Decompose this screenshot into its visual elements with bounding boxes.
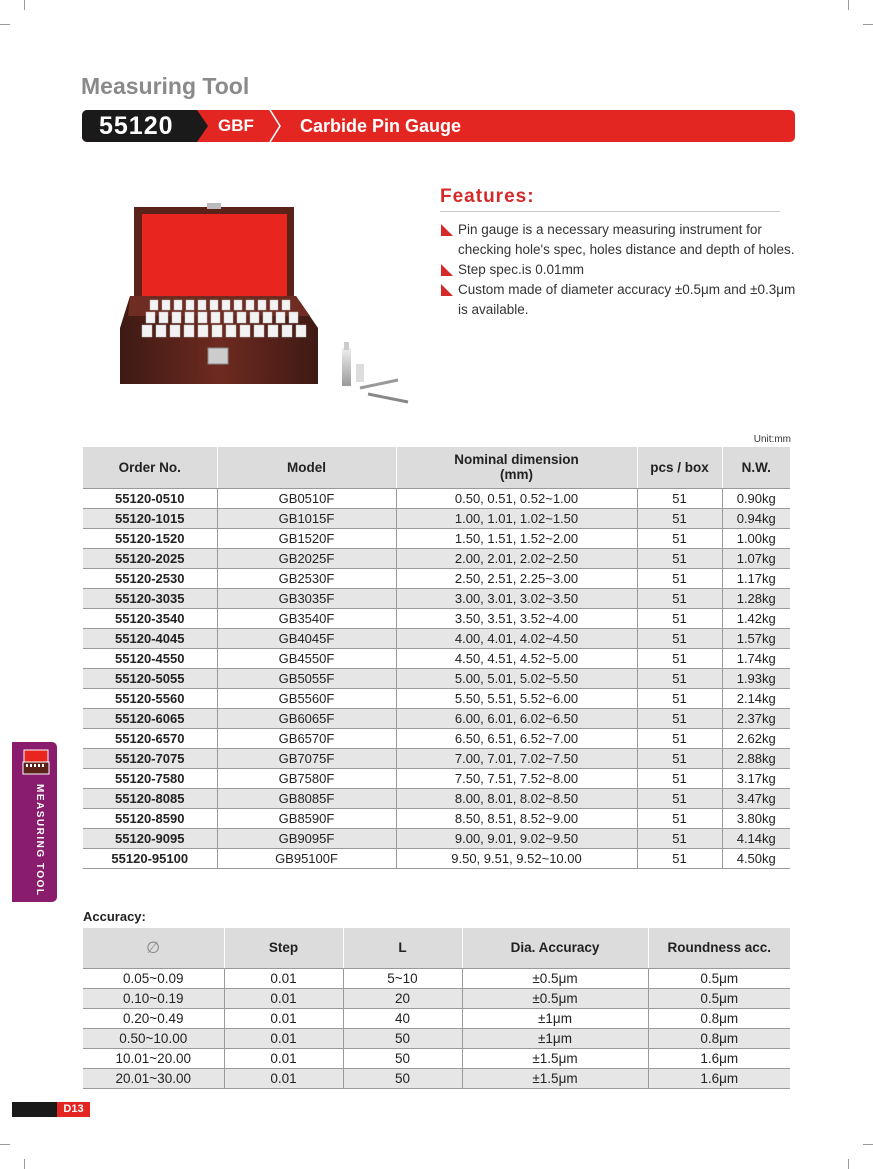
table-cell: 1.00kg [722,528,790,548]
table-cell: 0.94kg [722,508,790,528]
table-cell: 0.8μm [648,1028,790,1048]
table-header-row [83,447,790,488]
crop-mark [863,24,873,25]
table-cell: 3.80kg [722,808,790,828]
table-cell: GB2530F [217,568,396,588]
table-cell: 1.6μm [648,1048,790,1068]
table-row [83,828,790,848]
triangle-bullet-icon [441,264,453,276]
table-cell: ±0.5μm [462,988,648,1008]
table-cell: 2.37kg [722,708,790,728]
table-cell: 55120-0510 [83,488,217,508]
table-cell: 51 [637,788,722,808]
table-cell: 51 [637,728,722,748]
table-row [83,728,790,748]
chevron-right-icon [266,110,286,142]
table-cell: 2.00, 2.01, 2.02~2.50 [396,548,637,568]
accuracy-label: Accuracy: [83,909,146,924]
table-row [83,488,790,508]
accuracy-table [83,928,790,1089]
table-cell: GB4045F [217,628,396,648]
table-cell: 5.00, 5.01, 5.02~5.50 [396,668,637,688]
table-cell: 0.01 [224,1008,343,1028]
table-cell: 55120-9095 [83,828,217,848]
table-cell: 0.90kg [722,488,790,508]
crop-mark [0,1144,10,1145]
table-cell: GB3035F [217,588,396,608]
table-cell: 51 [637,688,722,708]
table-cell: 55120-7580 [83,768,217,788]
table-cell: 1.42kg [722,608,790,628]
section-title: Measuring Tool [81,73,250,99]
table-cell: 3.17kg [722,768,790,788]
table-cell: 50 [343,1048,462,1068]
table-cell: GB8085F [217,788,396,808]
table-cell: 50 [343,1028,462,1048]
table-cell: 4.14kg [722,828,790,848]
product-image [110,198,415,408]
table-cell: 2.88kg [722,748,790,768]
table-cell: 55120-5055 [83,668,217,688]
table-cell: 51 [637,508,722,528]
features-list [440,220,800,320]
crop-mark [848,1159,849,1169]
table-cell: 2.62kg [722,728,790,748]
table-cell: 8.50, 8.51, 8.52~9.00 [396,808,637,828]
triangle-bullet-icon [441,284,453,296]
column-header: Nominal dimension (mm) [396,447,637,488]
table-cell: 4.50kg [722,848,790,868]
column-header: Order No. [83,447,217,488]
table-cell: GB1015F [217,508,396,528]
table-cell: GB7075F [217,748,396,768]
table-cell: 0.5μm [648,988,790,1008]
table-cell: 51 [637,808,722,828]
table-cell: 55120-2530 [83,568,217,588]
table-cell: 5~10 [343,968,462,988]
table-cell: 51 [637,848,722,868]
table-cell: 0.05~0.09 [83,968,224,988]
table-cell: 51 [637,528,722,548]
table-cell: 0.5μm [648,968,790,988]
table-cell: GB8590F [217,808,396,828]
table-cell: 1.50, 1.51, 1.52~2.00 [396,528,637,548]
table-cell: 1.74kg [722,648,790,668]
table-cell: 1.17kg [722,568,790,588]
table-cell: 0.10~0.19 [83,988,224,1008]
column-header: pcs / box [637,447,722,488]
column-header: Roundness acc. [648,928,790,968]
table-row [83,1048,790,1068]
table-cell: 1.07kg [722,548,790,568]
table-cell: 20 [343,988,462,1008]
features-divider [440,211,780,212]
table-cell: 55120-4550 [83,648,217,668]
table-cell: 3.47kg [722,788,790,808]
table-cell: 0.50~10.00 [83,1028,224,1048]
crop-mark [863,1144,873,1145]
column-header: Model [217,447,396,488]
table-cell: 1.93kg [722,668,790,688]
table-row [83,788,790,808]
table-cell: 55120-3035 [83,588,217,608]
table-cell: GB9095F [217,828,396,848]
table-cell: GB6570F [217,728,396,748]
table-cell: 0.8μm [648,1008,790,1028]
table-row [83,568,790,588]
table-cell: 55120-1015 [83,508,217,528]
toolbox-icon [22,748,50,776]
page-number: D13 [57,1102,90,1117]
table-cell: GB5560F [217,688,396,708]
crop-mark [24,1159,25,1169]
crop-mark [0,24,10,25]
table-row [83,1008,790,1028]
table-cell: 55120-8085 [83,788,217,808]
table-cell: 55120-8590 [83,808,217,828]
table-cell: ±1.5μm [462,1068,648,1088]
table-cell: 55120-4045 [83,628,217,648]
feature-item: Custom made of diameter accuracy ±0.5μm and ±0.3μm is available. [440,280,800,320]
table-row [83,508,790,528]
footer-bar [12,1102,57,1117]
table-row [83,648,790,668]
table-row [83,1028,790,1048]
spec-table [83,447,790,869]
table-cell: 51 [637,768,722,788]
table-row [83,548,790,568]
table-cell: GB95100F [217,848,396,868]
table-cell: GB2025F [217,548,396,568]
product-name: Carbide Pin Gauge [300,116,462,136]
table-cell: 9.50, 9.51, 9.52~10.00 [396,848,637,868]
table-cell: 0.01 [224,968,343,988]
table-cell: 51 [637,608,722,628]
table-row [83,768,790,788]
table-cell: 20.01~30.00 [83,1068,224,1088]
table-row [83,968,790,988]
table-cell: ±1μm [462,1028,648,1048]
table-cell: 55120-7075 [83,748,217,768]
features-title: Features: [440,186,535,207]
table-cell: 6.50, 6.51, 6.52~7.00 [396,728,637,748]
column-header: L [343,928,462,968]
brand-label: GBF [218,116,254,135]
table-cell: 51 [637,628,722,648]
table-cell: 51 [637,548,722,568]
crop-mark [848,0,849,10]
side-tab-label: MEASURING TOOL [34,784,45,897]
table-cell: 51 [637,668,722,688]
table-cell: GB0510F [217,488,396,508]
table-row [83,688,790,708]
table-cell: 51 [637,828,722,848]
table-cell: 55120-6570 [83,728,217,748]
table-row [83,528,790,548]
table-cell: 55120-2025 [83,548,217,568]
column-header: Step [224,928,343,968]
table-cell: 3.00, 3.01, 3.02~3.50 [396,588,637,608]
table-cell: 55120-3540 [83,608,217,628]
table-cell: 51 [637,708,722,728]
table-cell: 55120-6065 [83,708,217,728]
table-cell: 0.01 [224,1068,343,1088]
table-cell: 7.50, 7.51, 7.52~8.00 [396,768,637,788]
table-cell: GB4550F [217,648,396,668]
column-header: ∅ [83,928,224,968]
feature-item: Step spec.is 0.01mm [440,260,800,280]
table-cell: 51 [637,488,722,508]
table-row [83,588,790,608]
table-cell: 51 [637,588,722,608]
table-row [83,668,790,688]
table-cell: GB6065F [217,708,396,728]
table-cell: 4.00, 4.01, 4.02~4.50 [396,628,637,648]
table-cell: 55120-1520 [83,528,217,548]
table-cell: 50 [343,1068,462,1088]
table-cell: 1.28kg [722,588,790,608]
table-cell: 51 [637,748,722,768]
triangle-bullet-icon [441,224,453,236]
table-cell: ±1.5μm [462,1048,648,1068]
code-arrow-shape [197,110,208,142]
column-header: Dia. Accuracy [462,928,648,968]
table-cell: 40 [343,1008,462,1028]
table-cell: GB1520F [217,528,396,548]
table-cell: 7.00, 7.01, 7.02~7.50 [396,748,637,768]
table-cell: 0.20~0.49 [83,1008,224,1028]
table-cell: 10.01~20.00 [83,1048,224,1068]
table-cell: 8.00, 8.01, 8.02~8.50 [396,788,637,808]
table-cell: GB7580F [217,768,396,788]
table-cell: GB3540F [217,608,396,628]
table-cell: 5.50, 5.51, 5.52~6.00 [396,688,637,708]
table-row [83,808,790,828]
table-cell: 0.01 [224,1028,343,1048]
table-row [83,628,790,648]
table-row [83,1068,790,1088]
table-cell: 3.50, 3.51, 3.52~4.00 [396,608,637,628]
table-cell: 55120-95100 [83,848,217,868]
table-cell: 2.14kg [722,688,790,708]
table-cell: 1.6μm [648,1068,790,1088]
column-header: N.W. [722,447,790,488]
table-cell: 1.57kg [722,628,790,648]
unit-label: Unit:mm [753,434,791,445]
table-cell: ±1μm [462,1008,648,1028]
table-cell: 0.01 [224,1048,343,1068]
product-header-bar [82,110,795,142]
table-cell: 6.00, 6.01, 6.02~6.50 [396,708,637,728]
product-code: 55120 [82,110,197,142]
crop-mark [24,0,25,10]
table-row [83,848,790,868]
table-cell: 51 [637,568,722,588]
table-cell: 0.01 [224,988,343,1008]
table-cell: 51 [637,648,722,668]
table-cell: GB5055F [217,668,396,688]
table-cell: 9.00, 9.01, 9.02~9.50 [396,828,637,848]
table-row [83,708,790,728]
table-header-row [83,928,790,968]
table-cell: 55120-5560 [83,688,217,708]
table-row [83,988,790,1008]
table-cell: 0.50, 0.51, 0.52~1.00 [396,488,637,508]
table-row [83,608,790,628]
table-row [83,748,790,768]
table-cell: 1.00, 1.01, 1.02~1.50 [396,508,637,528]
table-cell: ±0.5μm [462,968,648,988]
side-tab [12,742,57,902]
table-cell: 2.50, 2.51, 2.25~3.00 [396,568,637,588]
feature-item: Pin gauge is a necessary measuring instrument for checking hole's spec, holes distance and depth of holes. [440,220,800,260]
table-cell: 4.50, 4.51, 4.52~5.00 [396,648,637,668]
